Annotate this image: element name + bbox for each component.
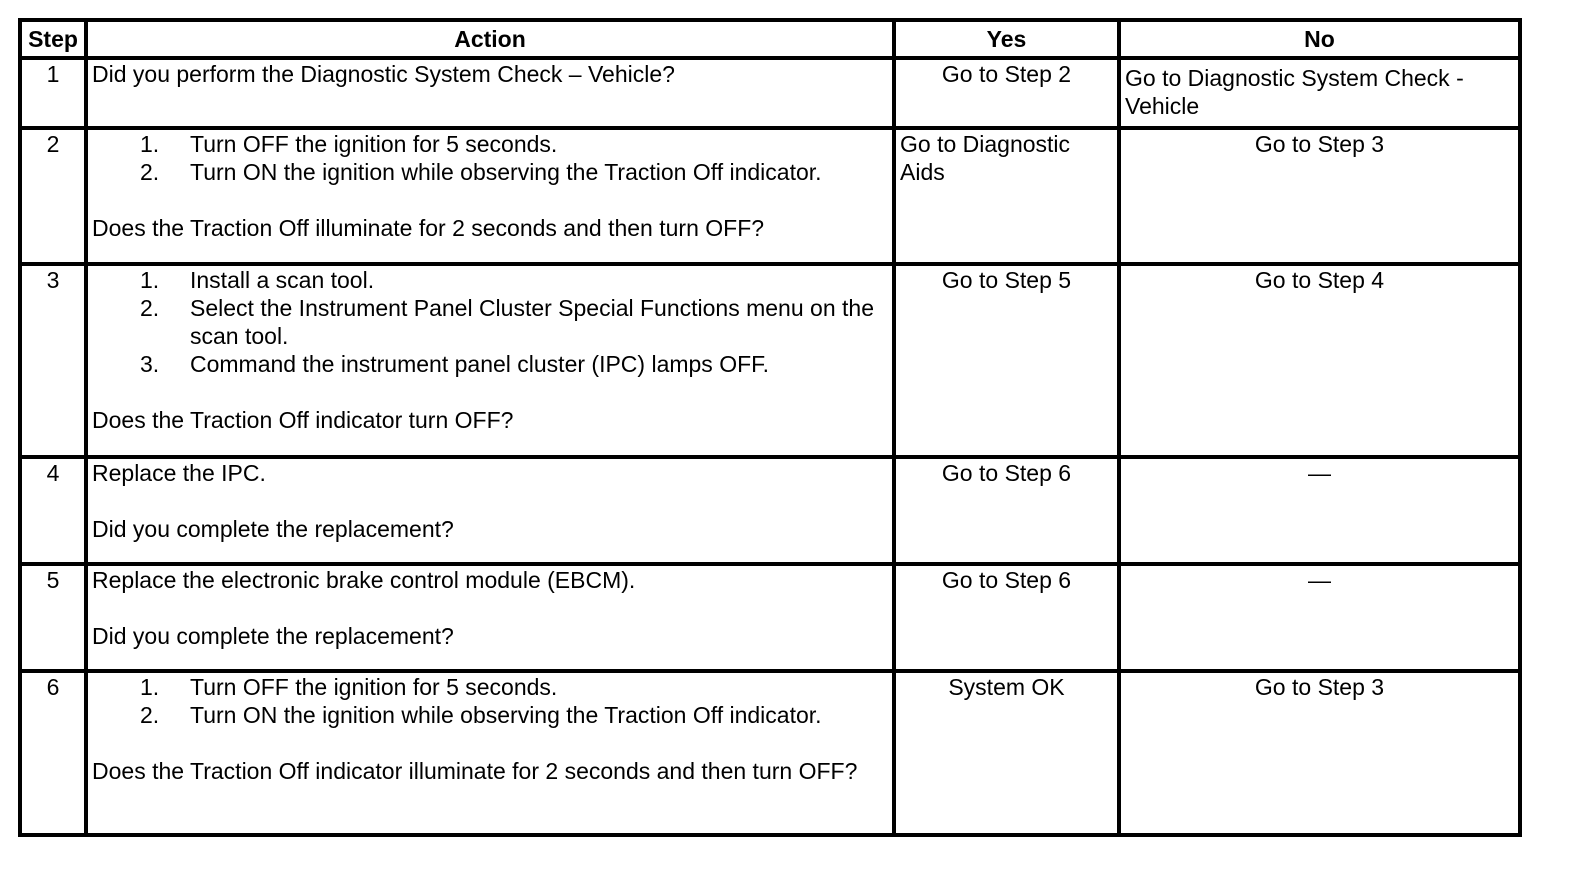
action-step-text: Command the instrument panel cluster (IPC) lamps OFF. (190, 351, 770, 377)
action-step-number: 2. (140, 702, 160, 728)
action-question: Did you complete the replacement? (92, 516, 454, 542)
action-question: Did you complete the replacement? (92, 623, 454, 649)
action-step-text: Turn ON the ignition while observing the Traction Off indicator. (190, 702, 822, 728)
action-step-number: 3. (140, 351, 160, 377)
diagnostic-table (18, 18, 1522, 837)
action-step (92, 701, 888, 729)
step-number: 4 (20, 457, 86, 564)
header-yes: Yes (894, 20, 1119, 58)
no-cell: Go to Step 3 (1119, 128, 1520, 264)
step-number: 3 (20, 264, 86, 457)
table-row (20, 128, 1520, 264)
step-number: 5 (20, 564, 86, 671)
action-step-text: Turn ON the ignition while observing the Traction Off indicator. (190, 159, 822, 185)
action-intro: Replace the IPC. (92, 460, 266, 486)
yes-cell: Go to Step 2 (894, 58, 1119, 128)
yes-cell: Go to Diagnostic Aids (894, 128, 1119, 264)
action-steps (92, 266, 888, 378)
action-cell (86, 58, 894, 128)
action-cell (86, 564, 894, 671)
header-action: Action (86, 20, 894, 58)
step-number: 2 (20, 128, 86, 264)
action-step (92, 294, 888, 350)
yes-cell: Go to Step 5 (894, 264, 1119, 457)
action-step (92, 266, 888, 294)
no-cell: — (1119, 457, 1520, 564)
step-number: 6 (20, 671, 86, 835)
table-row (20, 564, 1520, 671)
yes-cell: Go to Step 6 (894, 457, 1119, 564)
table-row (20, 58, 1520, 128)
action-step-text: Turn OFF the ignition for 5 seconds. (190, 131, 558, 157)
action-intro: Replace the electronic brake control module (EBCM). (92, 567, 636, 593)
header-step: Step (20, 20, 86, 58)
action-step (92, 130, 888, 158)
action-steps (92, 130, 888, 186)
action-step-text: Turn OFF the ignition for 5 seconds. (190, 674, 558, 700)
action-cell (86, 457, 894, 564)
action-question: Did you perform the Diagnostic System Check – Vehicle? (92, 61, 675, 87)
action-cell (86, 264, 894, 457)
header-no: No (1119, 20, 1520, 58)
action-step (92, 350, 888, 378)
action-step (92, 158, 888, 186)
table-row (20, 671, 1520, 835)
no-cell: Go to Diagnostic System Check - Vehicle (1119, 58, 1520, 128)
yes-cell: Go to Step 6 (894, 564, 1119, 671)
action-question: Does the Traction Off illuminate for 2 seconds and then turn OFF? (92, 215, 765, 241)
action-step-text: Select the Instrument Panel Cluster Special Functions menu on the scan tool. (190, 295, 874, 349)
action-cell (86, 671, 894, 835)
table-row (20, 264, 1520, 457)
table-row (20, 457, 1520, 564)
action-cell (86, 128, 894, 264)
action-step-number: 1. (140, 267, 160, 293)
yes-cell: System OK (894, 671, 1119, 835)
no-cell: — (1119, 564, 1520, 671)
action-step-number: 2. (140, 159, 160, 185)
step-number: 1 (20, 58, 86, 128)
action-steps (92, 673, 888, 729)
header-row (20, 20, 1520, 58)
action-step-number: 1. (140, 674, 160, 700)
action-question: Does the Traction Off indicator turn OFF? (92, 407, 514, 433)
action-step-number: 2. (140, 295, 160, 321)
action-step (92, 673, 888, 701)
action-question: Does the Traction Off indicator illuminate for 2 seconds and then turn OFF? (92, 758, 858, 784)
action-step-number: 1. (140, 131, 160, 157)
no-cell: Go to Step 4 (1119, 264, 1520, 457)
no-cell: Go to Step 3 (1119, 671, 1520, 835)
action-step-text: Install a scan tool. (190, 267, 375, 293)
